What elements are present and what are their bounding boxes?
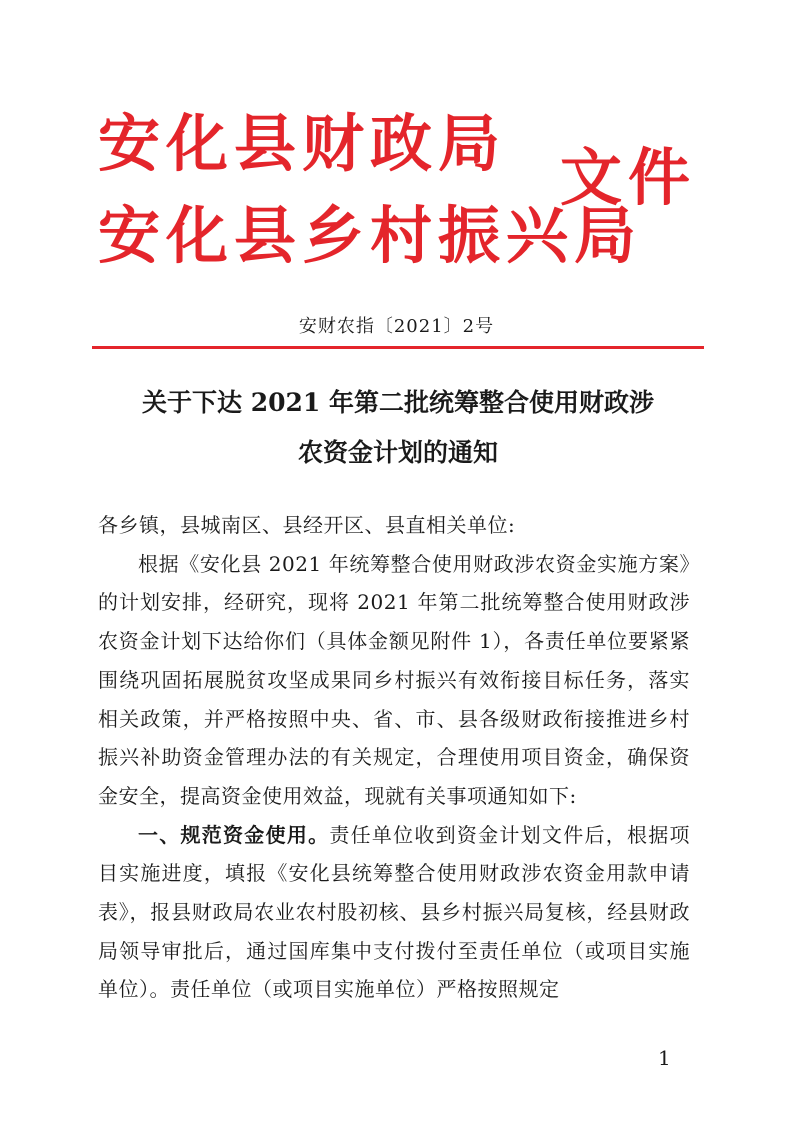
salutation: 各乡镇，县城南区、县经开区、县直相关单位: (98, 513, 516, 537)
document-number: 安财农指〔2021〕2号 (298, 316, 495, 337)
document-type-label: 文件 (560, 141, 697, 214)
header-divider (92, 346, 704, 349)
document-body (98, 506, 690, 1009)
title-line-2: 农资金计划的通知 (297, 438, 498, 467)
body-paragraph-1: 根据《安化县 2021 年统筹整合使用财政涉农资金实施方案》的计划安排，经研究，现将 2021 年第二批统筹整合使用财政涉农资金计划下达给你们（具体金额见附件 1），各责任单位要紧紧围绕巩固拓展脱贫攻坚成果同乡村振兴有效衔接目标任务，落实相关政策，并严格按照中央、省、市、县各级财政衔接推进乡村振兴补助资金管理办法的有关规定，合理使用项目资金，确保资金安全，提高资金使用效益，现就有关事项通知如下: (98, 551, 690, 808)
page-number: 1 (658, 1046, 671, 1070)
issuer-finance-bureau: 安化县财政局 (98, 107, 507, 180)
body-paragraph-2 (98, 816, 690, 1010)
issuer-rural-revitalization-bureau: 安化县乡村振兴局 (98, 199, 643, 272)
section-1-heading: 一、规范资金使用。 (138, 822, 330, 847)
document-title (90, 378, 706, 478)
title-line-1: 关于下达 2021 年第二批统筹整合使用财政涉 (142, 388, 654, 417)
section-1-text: 责任单位收到资金计划文件后，根据项目实施进度，填报《安化县统筹整合使用财政涉农资金用款申请表》，报县财政局农业农村股初核、县乡村振兴局复核，经县财政局领导审批后，通过国库集中支付拨付至责任单位（或项目实施单位）。责任单位（或项目实施单位）严格按照规定 (98, 822, 691, 1002)
